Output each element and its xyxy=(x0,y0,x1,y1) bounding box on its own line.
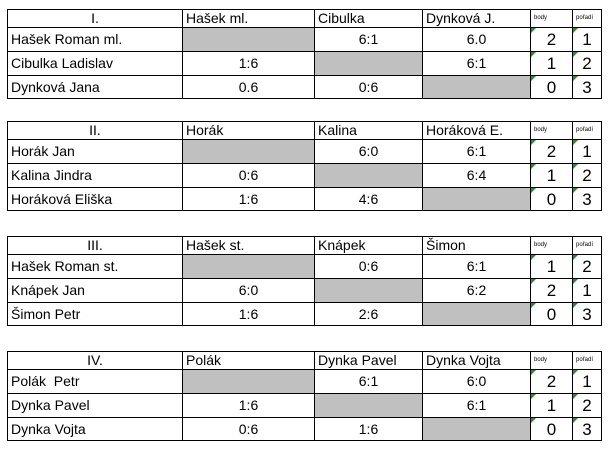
column-header: Dynka Pavel xyxy=(314,351,422,369)
rank-value: 3 xyxy=(572,187,602,211)
match-score: 1:6 xyxy=(182,187,314,211)
self-match-cell xyxy=(422,187,530,211)
points-value: 0 xyxy=(530,187,572,211)
points-value: 1 xyxy=(530,254,572,278)
match-score: 1:6 xyxy=(182,393,314,417)
table-row xyxy=(7,369,602,393)
table-row xyxy=(7,278,602,302)
match-score: 6:0 xyxy=(314,139,422,163)
player-name: Hašek Roman ml. xyxy=(7,27,182,51)
column-header: Dynková J. xyxy=(422,9,530,27)
rank-value: 2 xyxy=(572,254,602,278)
body-header: body xyxy=(530,236,572,254)
match-score: 6:4 xyxy=(422,163,530,187)
points-value: 0 xyxy=(530,302,572,326)
column-header: Knápek xyxy=(314,236,422,254)
rank-value: 1 xyxy=(572,278,602,302)
match-score: 4:6 xyxy=(314,187,422,211)
body-header: body xyxy=(530,121,572,139)
player-name: Polák Petr xyxy=(7,369,182,393)
self-match-cell xyxy=(314,163,422,187)
points-value: 1 xyxy=(530,163,572,187)
group-label: I. xyxy=(7,9,182,27)
table-row xyxy=(7,139,602,163)
rank-value: 3 xyxy=(572,417,602,441)
points-value: 2 xyxy=(530,139,572,163)
self-match-cell xyxy=(422,75,530,99)
rank-value: 1 xyxy=(572,139,602,163)
rank-value: 2 xyxy=(572,163,602,187)
column-header: Horák xyxy=(182,121,314,139)
match-score: 6:0 xyxy=(422,369,530,393)
self-match-cell xyxy=(422,302,530,326)
table-row xyxy=(7,27,602,51)
match-score: 0:6 xyxy=(314,254,422,278)
self-match-cell xyxy=(314,393,422,417)
match-score: 6:0 xyxy=(182,278,314,302)
group-header-row xyxy=(7,236,602,254)
column-header: Šimon xyxy=(422,236,530,254)
match-score: 6:2 xyxy=(422,278,530,302)
player-name: Horák Jan xyxy=(7,139,182,163)
column-header: Cibulka xyxy=(314,9,422,27)
points-value: 2 xyxy=(530,278,572,302)
group-label: II. xyxy=(7,121,182,139)
match-score: 1:6 xyxy=(182,302,314,326)
player-name: Dynka Vojta xyxy=(7,417,182,441)
match-score: 6:1 xyxy=(422,51,530,75)
table-row xyxy=(7,302,602,326)
self-match-cell xyxy=(314,51,422,75)
column-header: Polák xyxy=(182,351,314,369)
match-score: 0:6 xyxy=(314,75,422,99)
match-score: 6:1 xyxy=(314,369,422,393)
body-header: body xyxy=(530,351,572,369)
player-name: Cibulka Ladislav xyxy=(7,51,182,75)
self-match-cell xyxy=(182,254,314,278)
rank-header: pořadí xyxy=(572,236,602,254)
group-header-row xyxy=(7,121,602,139)
group-label: IV. xyxy=(7,351,182,369)
match-score: 6:1 xyxy=(422,393,530,417)
points-value: 0 xyxy=(530,417,572,441)
column-header: Dynka Vojta xyxy=(422,351,530,369)
match-score: 1:6 xyxy=(182,51,314,75)
match-score: 0:6 xyxy=(182,163,314,187)
column-header: Kalina xyxy=(314,121,422,139)
group-header-row xyxy=(7,351,602,369)
table-row xyxy=(7,393,602,417)
match-score: 6:1 xyxy=(314,27,422,51)
group-label: III. xyxy=(7,236,182,254)
self-match-cell xyxy=(182,139,314,163)
player-name: Horáková Eliška xyxy=(7,187,182,211)
table-row xyxy=(7,75,602,99)
rank-header: pořadí xyxy=(572,9,602,27)
rank-value: 3 xyxy=(572,75,602,99)
match-score: 1:6 xyxy=(314,417,422,441)
column-header: Hašek st. xyxy=(182,236,314,254)
player-name: Knápek Jan xyxy=(7,278,182,302)
match-score: 6.0 xyxy=(422,27,530,51)
self-match-cell xyxy=(422,417,530,441)
self-match-cell xyxy=(182,27,314,51)
match-score: 0.6 xyxy=(182,75,314,99)
points-value: 2 xyxy=(530,27,572,51)
table-row xyxy=(7,187,602,211)
match-score: 6:1 xyxy=(422,139,530,163)
group-header-row xyxy=(7,9,602,27)
table-row xyxy=(7,417,602,441)
points-value: 2 xyxy=(530,369,572,393)
player-name: Hašek Roman st. xyxy=(7,254,182,278)
player-name: Šimon Petr xyxy=(7,302,182,326)
self-match-cell xyxy=(182,369,314,393)
player-name: Kalina Jindra xyxy=(7,163,182,187)
body-header: body xyxy=(530,9,572,27)
points-value: 1 xyxy=(530,393,572,417)
rank-value: 2 xyxy=(572,51,602,75)
column-header: Hašek ml. xyxy=(182,9,314,27)
points-value: 1 xyxy=(530,51,572,75)
self-match-cell xyxy=(314,278,422,302)
rank-value: 3 xyxy=(572,302,602,326)
rank-header: pořadí xyxy=(572,351,602,369)
rank-value: 1 xyxy=(572,27,602,51)
match-score: 2:6 xyxy=(314,302,422,326)
match-score: 6:1 xyxy=(422,254,530,278)
player-name: Dynka Pavel xyxy=(7,393,182,417)
column-header: Horáková E. xyxy=(422,121,530,139)
table-row xyxy=(7,51,602,75)
rank-value: 1 xyxy=(572,369,602,393)
player-name: Dynková Jana xyxy=(7,75,182,99)
points-value: 0 xyxy=(530,75,572,99)
match-score: 0:6 xyxy=(182,417,314,441)
rank-header: pořadí xyxy=(572,121,602,139)
rank-value: 2 xyxy=(572,393,602,417)
table-row xyxy=(7,254,602,278)
table-row xyxy=(7,163,602,187)
